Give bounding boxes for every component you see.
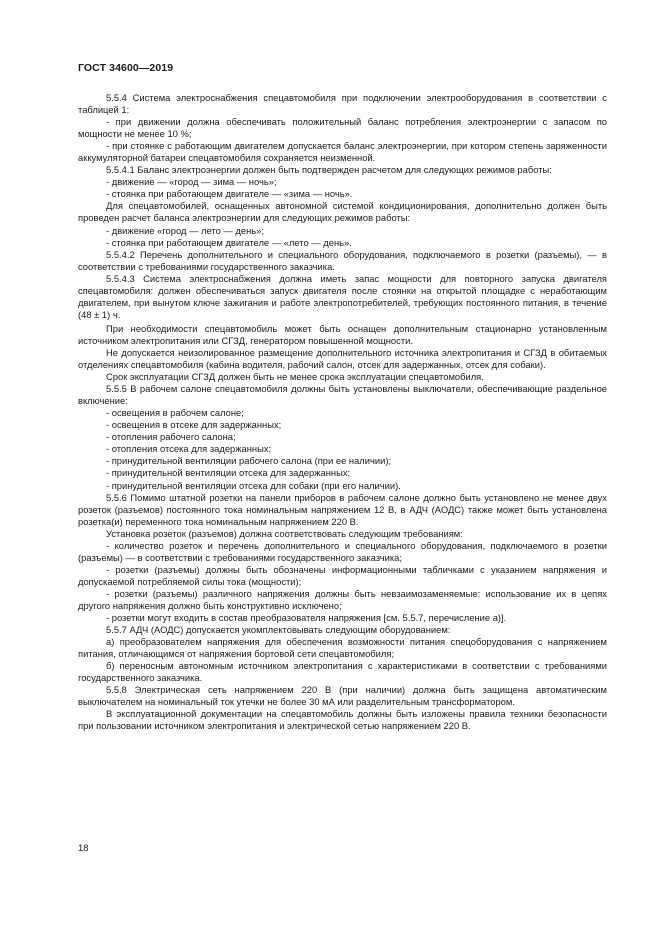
paragraph: - при движении должна обеспечивать положительный баланс потребления электроэнергии с запасом по мощности не менее 10 %; <box>78 116 607 140</box>
paragraph: 5.5.4.1 Баланс электроэнергии должен быть подтвержден расчетом для следующих режимов работы: <box>106 164 552 176</box>
paragraph: - стоянка при работающем двигателе — «зима — ночь». <box>106 188 353 200</box>
paragraph: - освещения в отсеке для задержанных; <box>106 419 282 431</box>
page-number: 18 <box>78 842 89 853</box>
paragraph: - розетки (разъемы) должны быть обозначены информационными табличками с указанием напряжения и допускаемой потребляемой силы тока (мощности); <box>78 563 607 587</box>
paragraph: 5.5.4 Система электроснабжения спецавтомобиля при подключении электрооборудования в соответствии с таблицей 1: <box>78 92 607 116</box>
paragraph: - принудительной вентиляции отсека для задержанных; <box>106 467 351 479</box>
paragraph: 5.5.5 В рабочем салоне спецавтомобиля должны быть установлены выключатели, обеспечивающие раздельное включение: <box>78 383 607 407</box>
paragraph: а) преобразователем напряжения для обеспечения возможности питания спецоборудования с напряжением питания, отличающимся от напряжения бортовой сети спецавтомобиля; <box>78 636 607 660</box>
paragraph: - принудительной вентиляции рабочего салона (при ее наличии); <box>106 455 392 467</box>
paragraph: - розетки могут входить в состав преобразователя напряжения [см. 5.5.7, перечисление а)]. <box>106 612 507 624</box>
paragraph: 5.5.6 Помимо штатной розетки на панели приборов в рабочем салоне должно быть установлено не менее двух розеток (разъемов) постоянного тока номинальным напряжением 12 В, в АДЧ (АОДС) также может быть установлена розетка(и) переменного тока номинальным напряжением 220 В. <box>78 491 607 527</box>
paragraph: Не допускается неизолированное размещение дополнительного источника электропитания и СГЗД в обитаемых отделениях спецавтомобиля (кабина водителя, рабочий салон, отсек для задержанных, отсек для собаки). <box>78 346 607 371</box>
paragraph: - розетки (разъемы) различного напряжения должны быть невзаимозаменяемые: использование их в цепях другого напряжения должно быть конструктивно исключено; <box>78 587 607 611</box>
paragraph: 5.5.7 АДЧ (АОДС) допускается укомплектовывать следующим оборудованием: <box>106 624 451 636</box>
paragraph: Установка розеток (разъемов) должна соответствовать следующим требованиям: <box>106 527 463 539</box>
document-header: ГОСТ 34600—2019 <box>78 62 174 74</box>
paragraph: - принудительной вентиляции отсека для собаки (при его наличии). <box>106 479 401 491</box>
paragraph: Для спецавтомобилей, оснащенных автономной системой кондиционирования, дополнительно должен быть проведен расчет баланса электроэнергии для следующих режимов работы: <box>78 200 607 224</box>
paragraph: - отопления рабочего салона; <box>106 431 236 443</box>
paragraph: - отопления отсека для задержанных; <box>106 443 272 455</box>
paragraph: 5.5.4.3 Система электроснабжения должна иметь запас мощности для повторного запуска двигателя спецавтомобиля: должен обеспечиваться запуск двигателя после стоянки на открытой площадке с неработающим двигателем, при вынутом ключе зажигания и работе электропотребителей, требующих постоянного питания, в течение (48 ± 1) ч. <box>78 272 607 320</box>
paragraph: 5.5.8 Электрическая сеть напряжением 220 В (при наличии) должна быть защищена автоматическим выключателем на номинальный ток утечки не более 30 мА или разделительным трансформатором. <box>78 684 607 708</box>
paragraph: - стоянка при работающем двигателе — «лето — день». <box>106 236 352 248</box>
paragraph: Срок эксплуатации СГЗД должен быть не менее срока эксплуатации спецавтомобиля. <box>106 371 484 383</box>
paragraph: - количество розеток и перечень дополнительного и специального оборудования, подключаемого в розетки (разъемы) — в соответствии с требованиями государственного заказчика; <box>78 539 607 563</box>
paragraph: - движение «город — лето — день»; <box>106 224 264 236</box>
paragraph: При необходимости спецавтомобиль может быть оснащен дополнительным стационарно установленным источником электропитания или СГЗД, генератором повышенной мощности. <box>78 322 607 346</box>
paragraph: В эксплуатационной документации на спецавтомобиль должны быть изложены правила техники безопасности при пользовании источником электропитания и электрической сетью напряжением 220 В. <box>78 708 607 732</box>
paragraph: - движение — «город — зима — ночь»; <box>106 176 277 188</box>
paragraph: б) переносным автономным источником электропитания с характеристиками в соответствии с требованиями государственного заказчика. <box>78 660 607 684</box>
paragraph: - при стоянке с работающим двигателем допускается баланс электроэнергии, при котором степень заряженности аккумуляторной батареи спецавтомобиля сохраняется неизменной. <box>78 140 607 164</box>
document-body <box>78 92 607 732</box>
paragraph: - освещения в рабочем салоне; <box>106 407 244 419</box>
paragraph: 5.5.4.2 Перечень дополнительного и специального оборудования, подключаемого в розетки (разъемы), — в соответствии с требованиями государственного заказчика. <box>78 248 607 272</box>
